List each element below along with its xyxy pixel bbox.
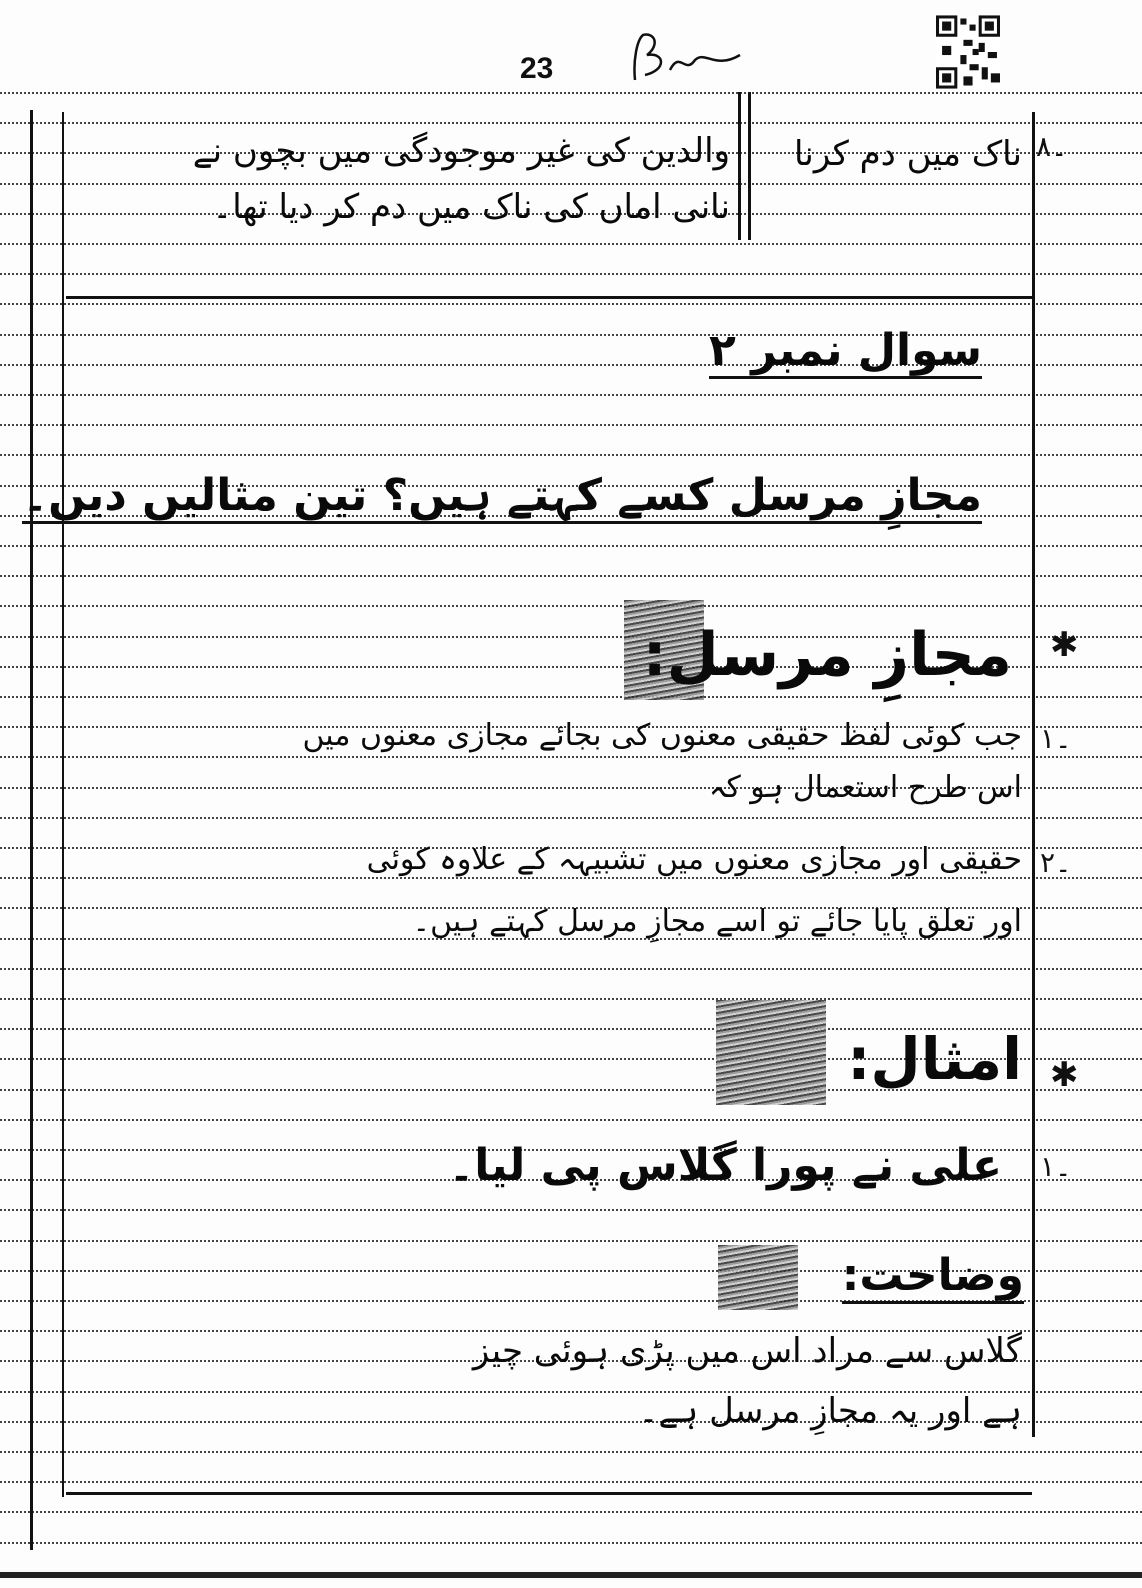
- ruled-line: [0, 575, 1142, 577]
- ruled-line: [0, 183, 1142, 185]
- definition-item-1-line-1: جب کوئی لفظ حقیقی معنوں کی بجائے مجازی معنوں میں: [302, 718, 1022, 753]
- ruled-line: [0, 998, 1142, 1000]
- definition-item-1-line-2: اس طرح استعمال ہو کہ: [708, 770, 1022, 805]
- ruled-line: [0, 817, 1142, 819]
- ruled-line: [0, 756, 1142, 758]
- bullet-star-icon: ✱: [1050, 625, 1079, 665]
- examples-heading: امثال:: [847, 1025, 1022, 1093]
- ruled-line: [0, 877, 1142, 879]
- column-divider-line-a: [738, 92, 741, 240]
- ruled-line: [0, 1209, 1142, 1211]
- highlight-shading: [718, 1245, 798, 1310]
- definition-item-1-marker: ۱۔: [1040, 722, 1072, 755]
- explanation-line-2: ہے اور یہ مجازِ مرسل ہے۔: [638, 1391, 1022, 1431]
- ruled-line: [0, 273, 1142, 275]
- ruled-line: [0, 303, 1142, 305]
- ruled-line: [0, 696, 1142, 698]
- ruled-line: [0, 968, 1142, 970]
- ruled-line: [0, 243, 1142, 245]
- ruled-line: [0, 424, 1142, 426]
- ruled-line: [0, 1481, 1142, 1483]
- definition-item-2-line-1: حقیقی اور مجازی معنوں میں تشبیہہ کے علاوہ کوئی: [366, 842, 1022, 877]
- qr-code-icon: [936, 15, 1000, 89]
- ruled-line: [0, 92, 1142, 94]
- footer-line: [66, 1492, 1032, 1495]
- definition-heading: مجازِ مرسل:: [642, 620, 1012, 690]
- ruled-line: [0, 1511, 1142, 1513]
- highlight-shading: [716, 1000, 826, 1105]
- question-heading: سوال نمبر ۲: [709, 325, 982, 379]
- left-margin-line: [30, 110, 33, 1550]
- ruled-line: [0, 1542, 1142, 1544]
- ruled-line: [0, 122, 1142, 124]
- ruled-line: [0, 1119, 1142, 1121]
- explanation-heading: وضاحت:: [842, 1250, 1024, 1304]
- explanation-line-1: گلاس سے مراد اس میں پڑی ہوئی چیز: [472, 1331, 1022, 1371]
- idiom-text: ناک میں دم کرنا: [794, 134, 1022, 174]
- idiom-sentence-line-1: والدین کی غیر موجودگی میں بچوں نے: [192, 131, 730, 171]
- example-1-text: علی نے پورا گلاس پی لیا۔: [448, 1140, 1002, 1191]
- ruled-line: [0, 1240, 1142, 1242]
- signature-mark: [625, 30, 745, 90]
- inner-left-margin-line: [62, 112, 64, 1497]
- ruled-line: [0, 605, 1142, 607]
- idiom-number: ۸۔: [1036, 130, 1068, 163]
- ruled-line: [0, 394, 1142, 396]
- ruled-line: [0, 1451, 1142, 1453]
- bullet-star-icon: ✱: [1050, 1055, 1079, 1095]
- question-text: مجازِ مرسل کسے کہتے ہیں؟ تین مثالیں دیں۔: [22, 470, 982, 524]
- ruled-line: [0, 454, 1142, 456]
- header-divider-line: [66, 296, 1032, 299]
- ruled-line: [0, 545, 1142, 547]
- column-divider-line-b: [748, 92, 751, 240]
- right-margin-line: [1032, 112, 1035, 1437]
- bottom-edge-line: [0, 1572, 1142, 1578]
- definition-item-2-marker: ۲۔: [1040, 846, 1072, 879]
- page-number: 23: [520, 52, 554, 85]
- definition-item-2-line-2: اور تعلق پایا جائے تو اسے مجازِ مرسل کہتے ہیں۔: [412, 904, 1022, 939]
- example-1-marker: ۱۔: [1040, 1150, 1072, 1183]
- idiom-sentence-line-2: نانی اماں کی ناک میں دم کر دیا تھا۔: [212, 187, 730, 227]
